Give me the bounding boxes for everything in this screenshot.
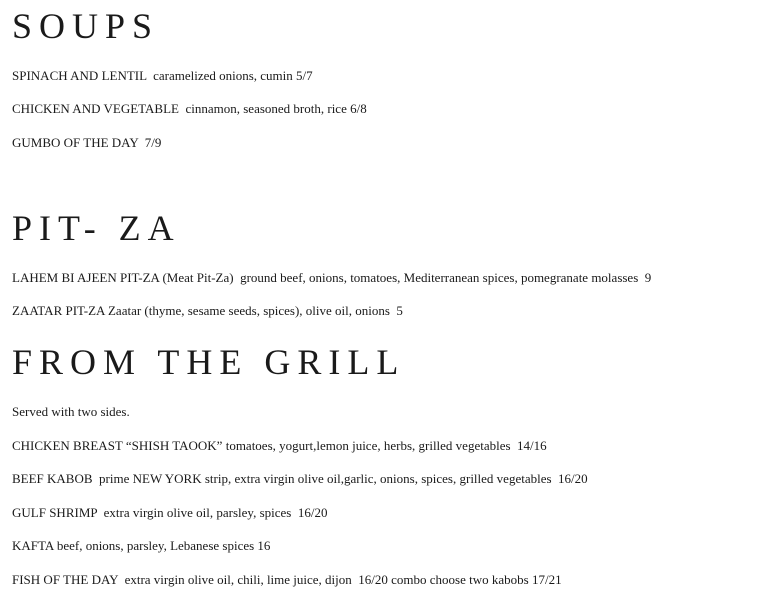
menu-note-sides: Served with two sides.	[12, 404, 130, 419]
menu-item-spinach-lentil: SPINACH AND LENTIL caramelized onions, cumin 5/7	[12, 68, 313, 83]
menu-item-gumbo: GUMBO OF THE DAY 7/9	[12, 135, 162, 150]
section-title-soups: SOUPS	[12, 6, 160, 46]
section-title-from-the-grill: FROM THE GRILL	[12, 342, 406, 382]
menu-item-gulf-shrimp: GULF SHRIMP extra virgin olive oil, parsley, spices 16/20	[12, 505, 328, 520]
menu-item-lahem-bi-ajeen: LAHEM BI AJEEN PIT-ZA (Meat Pit-Za) ground beef, onions, tomatoes, Mediterranean spices, pomegranate molasses 9	[12, 270, 652, 285]
menu-item-chicken-vegetable: CHICKEN AND VEGETABLE cinnamon, seasoned broth, rice 6/8	[12, 101, 367, 116]
menu-item-beef-kabob: BEEF KABOB prime NEW YORK strip, extra virgin olive oil,garlic, onions, spices, grilled vegetables 16/20	[12, 471, 588, 486]
menu-item-fish-of-the-day: FISH OF THE DAY extra virgin olive oil, chili, lime juice, dijon 16/20 combo choose two kabobs 17/21	[12, 572, 562, 587]
menu-item-chicken-breast: CHICKEN BREAST “SHISH TAOOK” tomatoes, yogurt,lemon juice, herbs, grilled vegetables 14/16	[12, 438, 547, 453]
menu-item-zaatar: ZAATAR PIT-ZA Zaatar (thyme, sesame seeds, spices), olive oil, onions 5	[12, 303, 403, 318]
menu-item-kafta: KAFTA beef, onions, parsley, Lebanese spices 16	[12, 538, 271, 553]
section-title-pitza: PIT- ZA	[12, 208, 181, 248]
